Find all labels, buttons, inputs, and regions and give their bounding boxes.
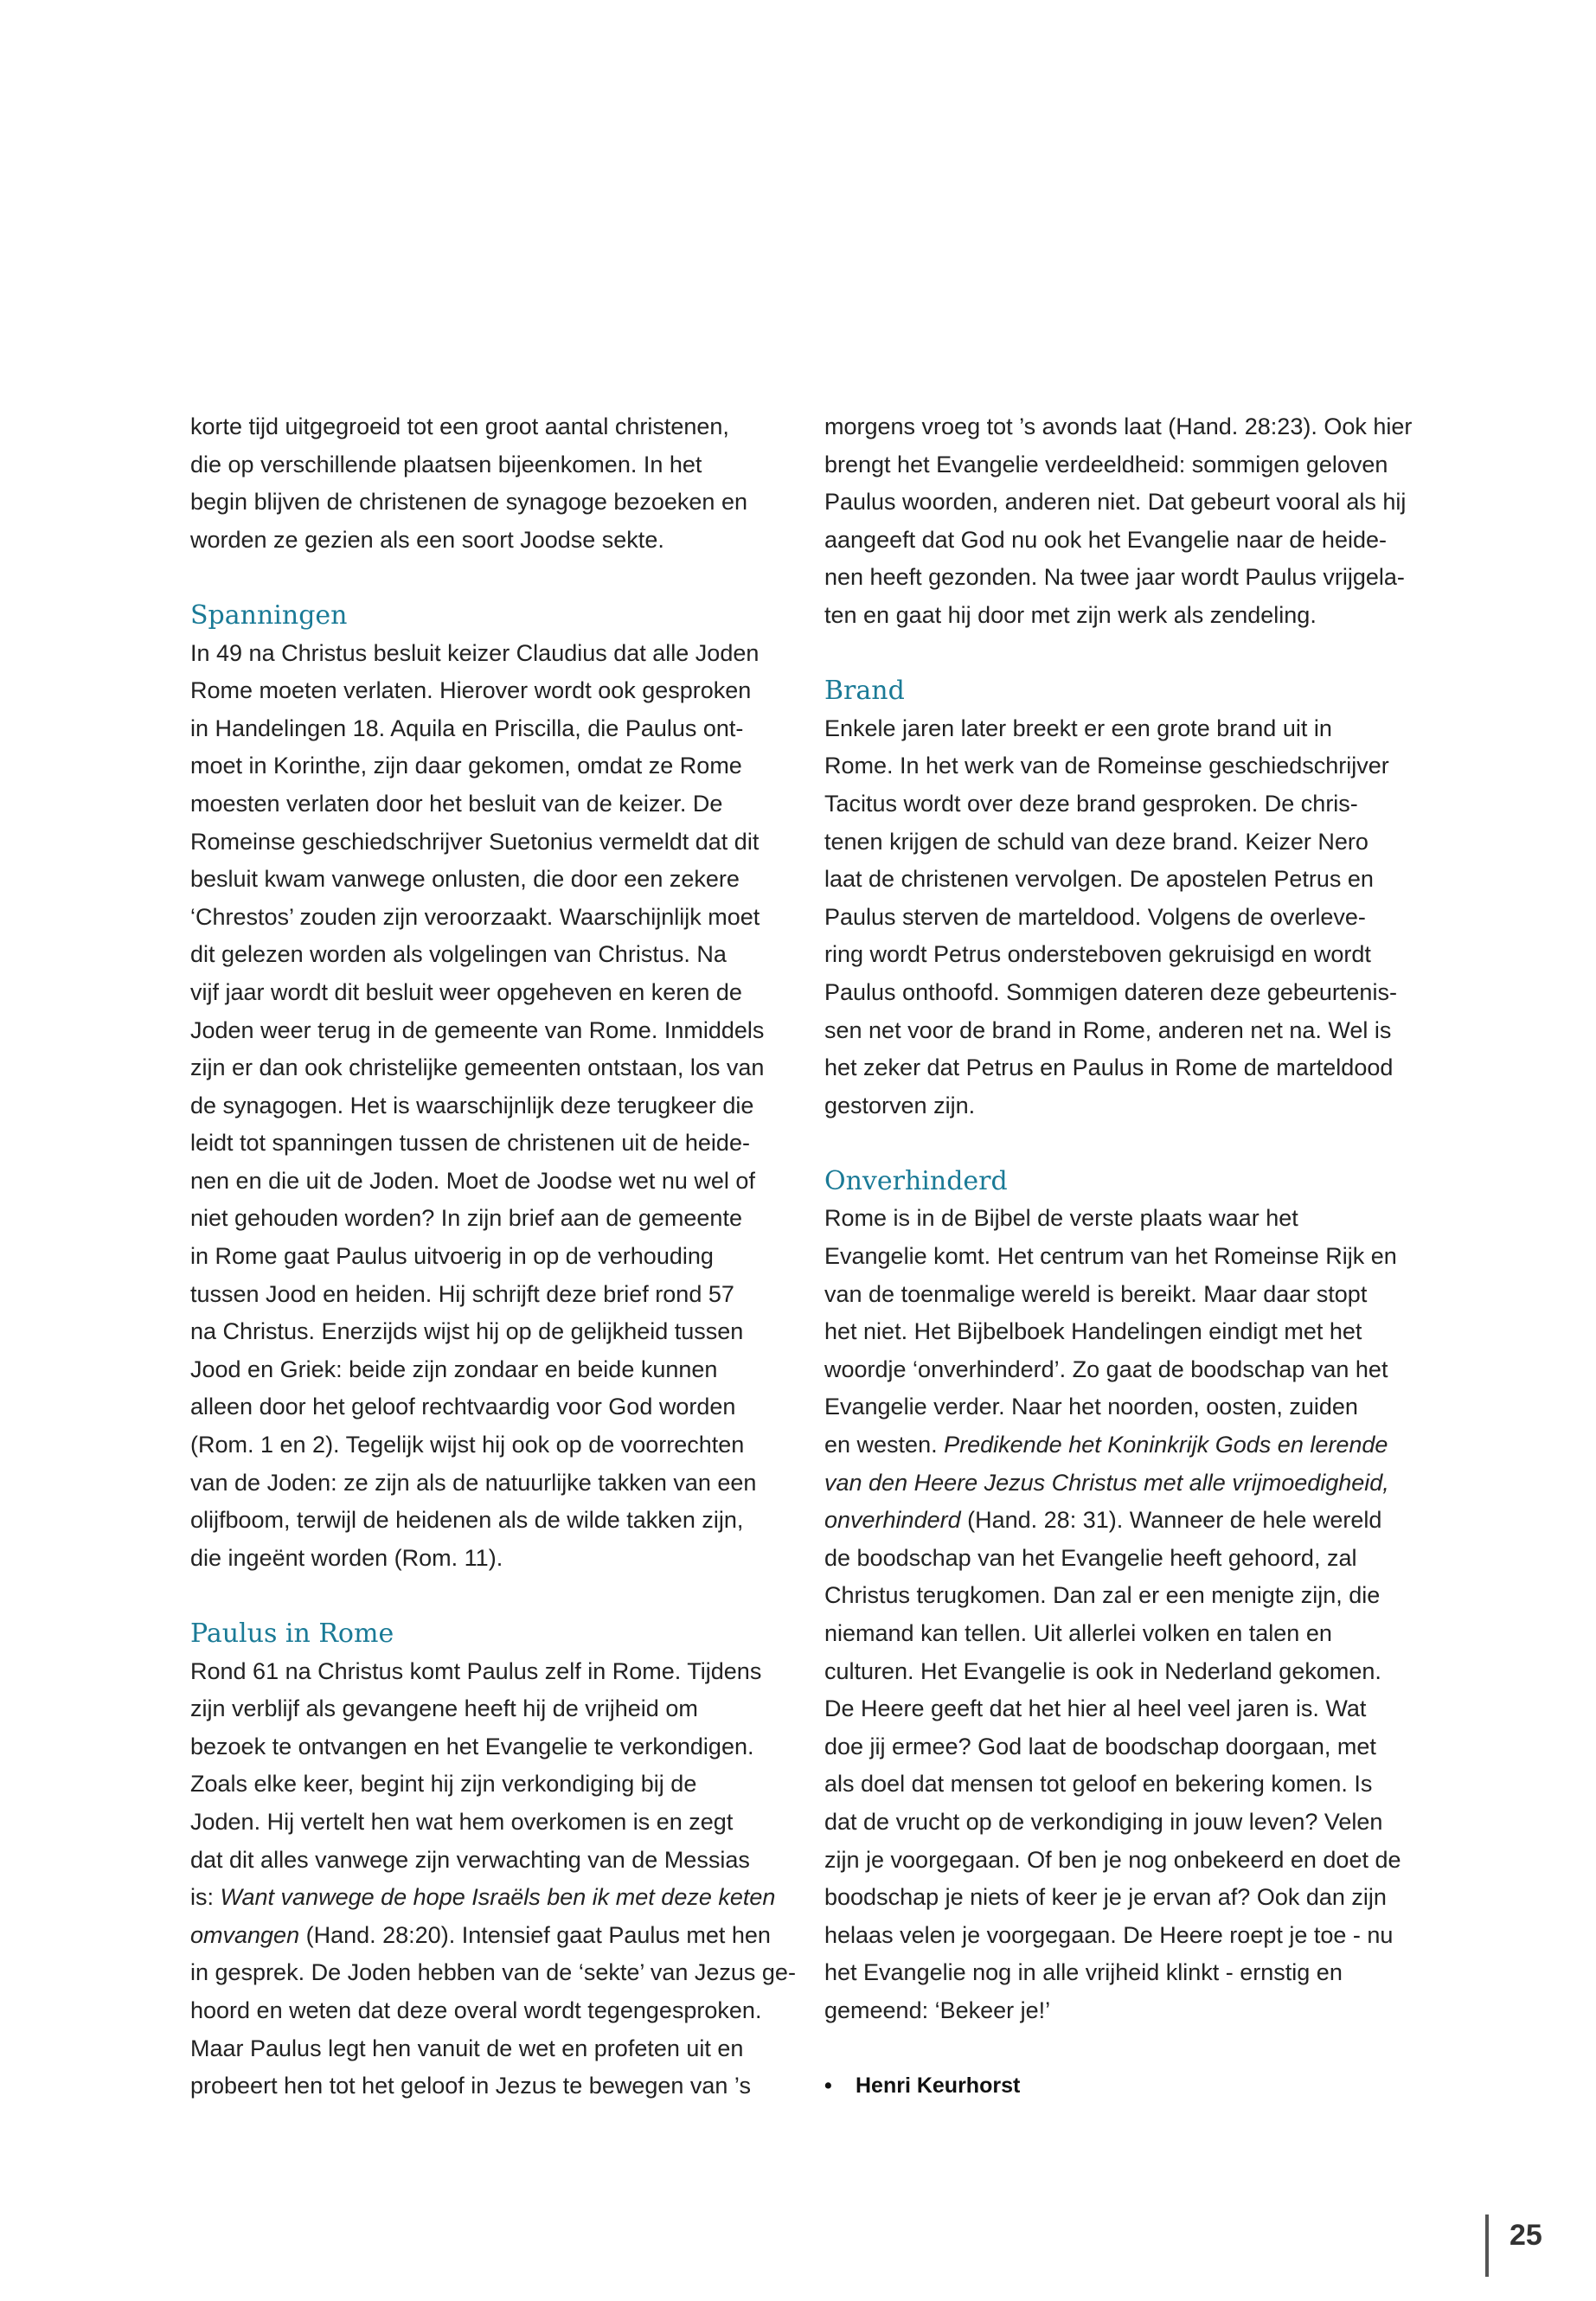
text-line: het Evangelie nog in alle vrijheid klinkt - ernstig en: [824, 1959, 1343, 1986]
text-line: nen heeft gezonden. Na twee jaar wordt Paulus vrijgela-: [824, 564, 1405, 591]
text-line: vijf jaar wordt dit besluit weer opgeheven en keren de: [190, 978, 742, 1005]
quote-line: [824, 1465, 1421, 1503]
text-line: culturen. Het Evangelie is ook in Nederland gekomen.: [824, 1657, 1381, 1684]
text-line: hoord en weten dat deze overal wordt tegengesproken.: [190, 1997, 762, 2023]
text-line: brengt het Evangelie verdeeldheid: sommigen geloven: [824, 451, 1388, 478]
text-line: zijn verblijf als gevangene heeft hij de vrijheid om: [190, 1695, 698, 1722]
text-line: korte tijd uitgegroeid tot een groot aantal christenen,: [190, 413, 729, 439]
text-line: Christus terugkomen. Dan zal er een menigte zijn, die: [824, 1582, 1381, 1609]
text-line: leidt tot spanningen tussen de christenen uit de heide-: [190, 1130, 750, 1157]
text-line: sen net voor de brand in Rome, anderen net na. Wel is: [824, 1016, 1392, 1043]
page-number: 25: [1485, 2214, 1542, 2277]
text-line: worden ze gezien als een soort Joodse sekte.: [190, 526, 664, 553]
bullet-icon: •: [824, 2073, 832, 2099]
text-line: ten en gaat hij door met zijn werk als zendeling.: [824, 601, 1317, 628]
text-line: Rome moeten verlaten. Hierover wordt ook gesproken: [190, 677, 752, 704]
heading-brand: Brand: [824, 676, 905, 707]
text-line: Paulus woorden, anderen niet. Dat gebeurt vooral als hij: [824, 489, 1407, 516]
text-line: besluit kwam vanwege onlusten, die door een zekere: [190, 866, 740, 893]
quote-line: [824, 1426, 1421, 1465]
author-signature: [824, 2067, 1421, 2106]
heading-paulus-in-rome: Paulus in Rome: [190, 1618, 394, 1649]
text-line: bezoek te ontvangen en het Evangelie te verkondigen.: [190, 1733, 754, 1759]
quote-prefix: en westen.: [824, 1432, 945, 1458]
text-line: aangeeft dat God nu ook het Evangelie naar de heide-: [824, 526, 1387, 553]
text-line: zijn je voorgegaan. Of ben je nog onbekeerd en doet de: [824, 1846, 1401, 1873]
text-line: Rond 61 na Christus komt Paulus zelf in Rome. Tijdens: [190, 1657, 762, 1684]
text-line: laat de christenen vervolgen. De apostelen Petrus en: [824, 866, 1374, 893]
text-line: Jood en Griek: beide zijn zondaar en beide kunnen: [190, 1356, 718, 1382]
text-line: Joden weer terug in de gemeente van Rome. Inmiddels: [190, 1016, 765, 1043]
text-line: nen en die uit de Joden. Moet de Joodse wet nu wel of: [190, 1167, 755, 1194]
text-line: Joden. Hij vertelt hen wat hem overkomen is en zegt: [190, 1808, 734, 1835]
quote-line: [190, 1917, 787, 1955]
intro-paragraph: [190, 408, 787, 559]
text-line: die ingeënt worden (Rom. 11).: [190, 1544, 503, 1571]
text-line: Maar Paulus legt hen vanuit de wet en profeten uit en: [190, 2035, 744, 2061]
text-line: begin blijven de christenen de synagoge bezoeken en: [190, 489, 747, 516]
text-line: in gesprek. De Joden hebben van de ‘sekte’ van Jezus ge-: [190, 1959, 796, 1986]
text-line: dit gelezen worden als volgelingen van Christus. Na: [190, 941, 727, 968]
author-name: Henri Keurhorst: [856, 2073, 1021, 2099]
text-line: Evangelie komt. Het centrum van het Romeinse Rijk en: [824, 1243, 1397, 1270]
text-line: die op verschillende plaatsen bijeenkomen. In het: [190, 451, 702, 478]
text-line: Rome is in de Bijbel de verste plaats waar het: [824, 1205, 1298, 1232]
text-line: gestorven zijn.: [824, 1092, 976, 1118]
text-line: het zeker dat Petrus en Paulus in Rome de marteldood: [824, 1054, 1394, 1081]
scripture-quote: Want vanwege de hope Israëls ben ik met deze keten: [220, 1884, 776, 1911]
left-column: [190, 408, 796, 2106]
text-line: doe jij ermee? God laat de boodschap doorgaan, met: [824, 1733, 1376, 1759]
text-line: dat de vrucht op de verkondiging in jouw leven? Velen: [824, 1808, 1383, 1835]
onverhinderd-paragraph: [824, 1200, 1421, 2029]
brand-paragraph: [824, 710, 1421, 1125]
text-line: het niet. Het Bijbelboek Handelingen eindigt met het: [824, 1318, 1362, 1345]
text-line: gemeend: ‘Bekeer je!’: [824, 1997, 1051, 2023]
text-line: morgens vroeg tot ’s avonds laat (Hand. 28:23). Ook hier: [824, 413, 1413, 439]
text-line: probeert hen tot het geloof in Jezus te bewegen van ’s: [190, 2073, 751, 2099]
text-line: woordje ‘onverhinderd’. Zo gaat de boodschap van het: [824, 1356, 1388, 1382]
text-line: moet in Korinthe, zijn daar gekomen, omdat ze Rome: [190, 753, 742, 779]
text-line: dat dit alles vanwege zijn verwachting van de Messias: [190, 1846, 750, 1873]
text-line: De Heere geeft dat het hier al heel veel jaren is. Wat: [824, 1695, 1367, 1722]
quote-prefix: is:: [190, 1884, 221, 1911]
text-line: Tacitus wordt over deze brand gesproken. De chris-: [824, 790, 1358, 817]
text-line: Paulus sterven de marteldood. Volgens de overleve-: [824, 903, 1366, 930]
text-line: zijn er dan ook christelijke gemeenten ontstaan, los van: [190, 1054, 765, 1081]
text-line: ring wordt Petrus ondersteboven gekruisigd en wordt: [824, 941, 1371, 968]
text-line: niemand kan tellen. Uit allerlei volken en talen en: [824, 1620, 1332, 1646]
text-line: alleen door het geloof rechtvaardig voor God worden: [190, 1394, 736, 1420]
text-line: helaas velen je voorgegaan. De Heere roept je toe - nu: [824, 1921, 1394, 1948]
scripture-quote: van den Heere Jezus Christus met alle vrijmoedigheid,: [824, 1469, 1389, 1496]
text-line: tenen krijgen de schuld van deze brand. Keizer Nero: [824, 828, 1368, 855]
quote-suffix: (Hand. 28:20). Intensief gaat Paulus met hen: [299, 1921, 771, 1948]
text-line: in Rome gaat Paulus uitvoerig in op de verhouding: [190, 1243, 714, 1270]
text-line: Zoals elke keer, begint hij zijn verkondiging bij de: [190, 1771, 697, 1798]
text-line: moesten verlaten door het besluit van de keizer. De: [190, 790, 723, 817]
text-line: van de toenmalige wereld is bereikt. Maar daar stopt: [824, 1280, 1368, 1307]
text-line: de synagogen. Het is waarschijnlijk deze terugkeer die: [190, 1092, 754, 1118]
text-line: van de Joden: ze zijn als de natuurlijke takken van een: [190, 1469, 757, 1496]
text-line: als doel dat mensen tot geloof en bekering komen. Is: [824, 1771, 1373, 1798]
quote-line: [824, 1502, 1421, 1540]
paulus-in-rome-paragraph: [190, 1653, 796, 2106]
text-line: Evangelie verder. Naar het noorden, oosten, zuiden: [824, 1394, 1358, 1420]
continuation-paragraph: [824, 408, 1421, 635]
text-line: (Rom. 1 en 2). Tegelijk wijst hij ook op de voorrechten: [190, 1432, 745, 1458]
text-line: Paulus onthoofd. Sommigen dateren deze gebeurtenis-: [824, 978, 1397, 1005]
text-line: olijfboom, terwijl de heidenen als de wilde takken zijn,: [190, 1507, 744, 1534]
scripture-quote: omvangen: [190, 1921, 300, 1948]
heading-spanningen: Spanningen: [190, 599, 348, 631]
text-line: de boodschap van het Evangelie heeft gehoord, zal: [824, 1544, 1357, 1571]
quote-suffix: (Hand. 28: 31). Wanneer de hele wereld: [960, 1507, 1382, 1534]
text-line: Romeinse geschiedschrijver Suetonius vermeldt dat dit: [190, 828, 760, 855]
text-line: na Christus. Enerzijds wijst hij op de gelijkheid tussen: [190, 1318, 744, 1345]
text-line: in Handelingen 18. Aquila en Priscilla, die Paulus ont-: [190, 715, 744, 741]
text-line: Rome. In het werk van de Romeinse geschiedschrijver: [824, 753, 1389, 779]
heading-onverhinderd: Onverhinderd: [824, 1165, 1008, 1196]
scripture-quote: Predikende het Koninkrijk Gods en lerende: [944, 1432, 1388, 1458]
text-line: In 49 na Christus besluit keizer Claudius dat alle Joden: [190, 639, 760, 666]
quote-line: [190, 1879, 787, 1917]
text-line: niet gehouden worden? In zijn brief aan de gemeente: [190, 1205, 742, 1232]
scripture-quote: onverhinderd: [824, 1507, 961, 1534]
text-line: boodschap je niets of keer je je ervan af? Ook dan zijn: [824, 1884, 1387, 1911]
spanningen-paragraph: [190, 635, 787, 1578]
text-line: Enkele jaren later breekt er een grote brand uit in: [824, 715, 1332, 741]
right-column: [824, 408, 1421, 2106]
text-line: ‘Chrestos’ zouden zijn veroorzaakt. Waarschijnlijk moet: [190, 903, 760, 930]
text-line: tussen Jood en heiden. Hij schrijft deze brief rond 57: [190, 1280, 734, 1307]
